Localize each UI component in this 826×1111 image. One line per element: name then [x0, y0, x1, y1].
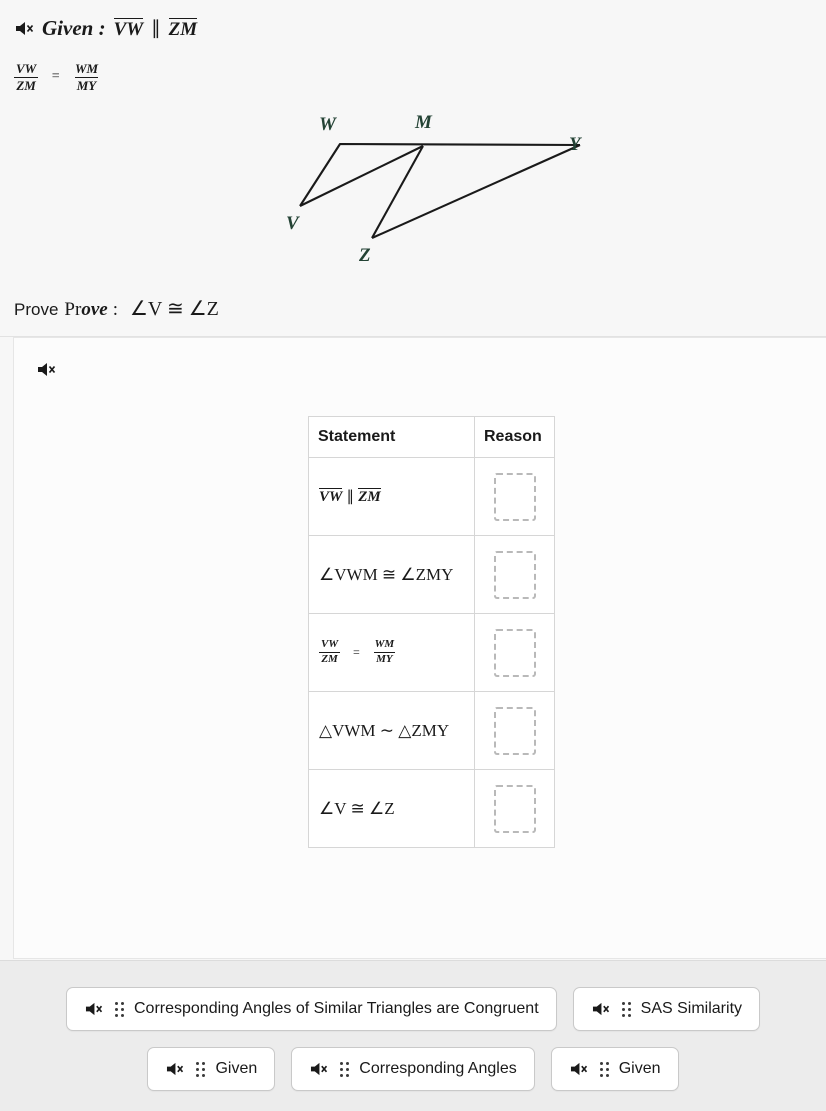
statement-1-segment-1: VW	[319, 489, 343, 505]
drag-handle-icon[interactable]	[622, 1002, 631, 1017]
reason-cell-2[interactable]	[475, 536, 555, 614]
speaker-muted-icon[interactable]	[569, 1061, 588, 1077]
work-area-speaker[interactable]	[36, 361, 56, 379]
figure-label-Y: Y	[569, 134, 581, 155]
given-label: Given :	[42, 16, 106, 40]
reason-chip-label: Given	[618, 1060, 661, 1077]
given-row	[14, 16, 197, 41]
statement-3-equals: =	[352, 645, 361, 660]
reason-cell-3[interactable]	[475, 614, 555, 692]
reason-dropzone-4[interactable]	[494, 707, 536, 755]
statement-3-right-fraction	[373, 639, 397, 665]
tray-row-2	[0, 1047, 826, 1091]
speaker-muted-icon[interactable]	[84, 1001, 103, 1017]
prove-row: Prove Pr ove : ∠V ≅ ∠Z	[14, 298, 219, 320]
statement-cell-5: ∠V ≅ ∠Z	[309, 770, 475, 848]
reason-dropzone-3[interactable]	[494, 629, 536, 677]
ratio-left	[14, 62, 38, 92]
drag-handle-icon[interactable]	[115, 1002, 124, 1017]
geometry-figure	[255, 112, 615, 283]
ratio-right	[73, 62, 100, 92]
column-header-statement: Statement	[309, 417, 475, 458]
drag-handle-icon[interactable]	[196, 1062, 205, 1077]
figure-label-V: V	[286, 213, 299, 234]
statement-3-left-denominator: ZM	[321, 653, 338, 665]
reason-dropzone-2[interactable]	[494, 551, 536, 599]
statement-cell-4: △VWM ∼ △ZMY	[309, 692, 475, 770]
speaker-muted-icon[interactable]	[36, 361, 56, 378]
reason-chip-given-1[interactable]	[147, 1047, 275, 1091]
figure-label-W: W	[319, 114, 336, 135]
reason-cell-4[interactable]	[475, 692, 555, 770]
ratio-right-numerator: WM	[74, 61, 99, 76]
reason-chip-corresponding-angles[interactable]	[291, 1047, 534, 1091]
table-header-row	[309, 417, 555, 458]
figure-label-M: M	[415, 112, 432, 133]
reason-dropzone-5[interactable]	[494, 785, 536, 833]
prove-prefix: Prove	[14, 300, 59, 319]
speaker-muted-icon[interactable]	[14, 20, 34, 37]
speaker-muted-icon[interactable]	[309, 1061, 328, 1077]
table-row	[309, 614, 555, 692]
ratio-right-denominator: MY	[76, 77, 97, 93]
reason-cell-5[interactable]	[475, 770, 555, 848]
reason-cell-1[interactable]	[475, 458, 555, 536]
given-segment-1: VW	[113, 18, 144, 40]
reason-chip-given-2[interactable]	[551, 1047, 679, 1091]
table-row	[309, 458, 555, 536]
statement-1-parallel: ∥	[346, 489, 355, 505]
ratio-left-numerator: VW	[16, 61, 37, 76]
statement-3-left-numerator: VW	[321, 638, 339, 651]
speaker-muted-icon[interactable]	[165, 1061, 184, 1077]
table-row	[309, 536, 555, 614]
reason-chip-sas-similarity[interactable]	[573, 987, 760, 1031]
ratio-equals: =	[50, 69, 61, 85]
table-row	[309, 692, 555, 770]
column-header-reason: Reason	[475, 417, 555, 458]
statement-cell-3	[309, 614, 475, 692]
statement-3-right-denominator: MY	[376, 653, 393, 665]
prove-statement: ∠V ≅ ∠Z	[129, 298, 219, 320]
reason-dropzone-1[interactable]	[494, 473, 536, 521]
speaker-muted-icon[interactable]	[591, 1001, 610, 1017]
reason-chip-label: SAS Similarity	[640, 1000, 743, 1017]
reason-chip-label: Given	[215, 1060, 258, 1077]
statement-3-right-numerator: WM	[374, 638, 395, 651]
given-ratio	[14, 62, 100, 92]
reason-chip-corresponding-angles-similar[interactable]	[66, 987, 557, 1031]
statement-cell-1	[309, 458, 475, 536]
reason-tray	[0, 960, 826, 1111]
drag-handle-icon[interactable]	[340, 1062, 349, 1077]
proof-table	[308, 416, 555, 848]
statement-cell-2: ∠VWM ≅ ∠ZMY	[309, 536, 475, 614]
tray-row-1	[0, 987, 826, 1031]
given-segment-2: ZM	[168, 18, 198, 40]
statement-1-segment-2: ZM	[358, 489, 381, 505]
figure-label-Z: Z	[359, 245, 371, 266]
drag-handle-icon[interactable]	[600, 1062, 609, 1077]
reason-chip-label: Corresponding Angles of Similar Triangles are Congruent	[133, 1000, 539, 1017]
parallel-symbol: ∥	[151, 18, 161, 39]
table-row	[309, 770, 555, 848]
statement-3-left-fraction	[319, 639, 340, 665]
ratio-left-denominator: ZM	[16, 77, 36, 93]
reason-chip-label: Corresponding Angles	[359, 1060, 517, 1077]
